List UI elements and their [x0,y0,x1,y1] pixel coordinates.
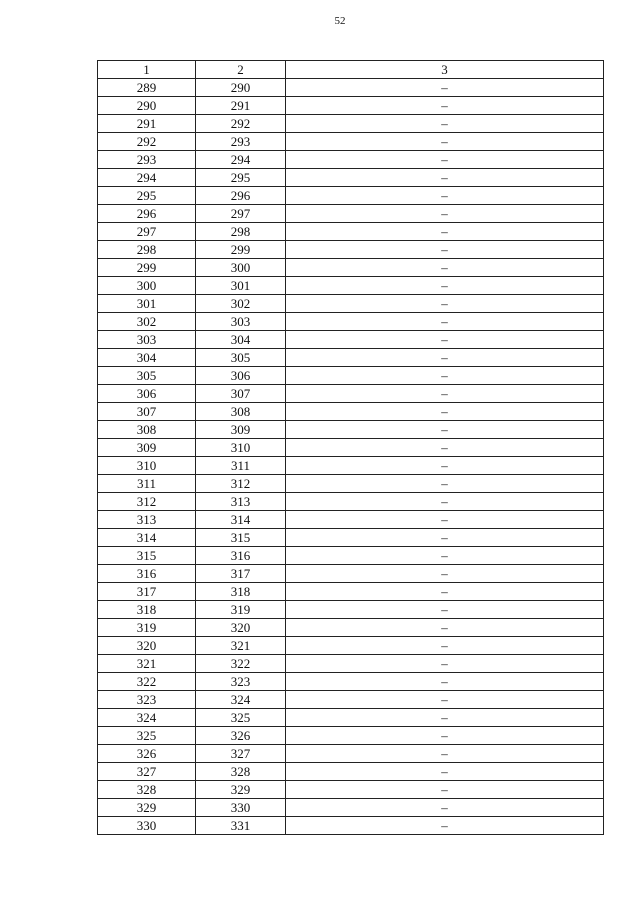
table-cell-col-3: – [286,619,604,637]
table-cell-col-1: 326 [98,745,196,763]
table-cell-col-2: 295 [196,169,286,187]
table-cell-col-2: 294 [196,151,286,169]
table-cell-col-3: – [286,169,604,187]
table-cell-col-3: – [286,601,604,619]
table-row [98,583,604,601]
table-row [98,151,604,169]
table-row [98,223,604,241]
table-cell-col-1: 327 [98,763,196,781]
table-cell-col-3: – [286,277,604,295]
table-cell-col-3: – [286,565,604,583]
table-row [98,709,604,727]
table-cell-col-3: – [286,313,604,331]
table-cell-col-2: 320 [196,619,286,637]
table-cell-col-2: 311 [196,457,286,475]
table-cell-col-1: 294 [98,169,196,187]
table-row [98,115,604,133]
table-cell-col-1: 322 [98,673,196,691]
table-cell-col-1: 323 [98,691,196,709]
table-cell-col-3: – [286,241,604,259]
table-cell-col-3: – [286,331,604,349]
table-cell-col-2: 314 [196,511,286,529]
table-cell-col-3: – [286,223,604,241]
table-cell-col-1: 312 [98,493,196,511]
table-cell-col-2: 315 [196,529,286,547]
table-cell-col-1: 316 [98,565,196,583]
table-cell-col-1: 290 [98,97,196,115]
table-row [98,313,604,331]
table-cell-col-1: 314 [98,529,196,547]
table-cell-col-3: – [286,637,604,655]
table-cell-col-1: 313 [98,511,196,529]
table-cell-col-1: 291 [98,115,196,133]
table-cell-col-2: 292 [196,115,286,133]
table-cell-col-1: 303 [98,331,196,349]
table-row [98,511,604,529]
table-cell-col-2: 301 [196,277,286,295]
table-cell-col-3: – [286,115,604,133]
table-cell-col-2: 304 [196,331,286,349]
table-cell-col-1: 295 [98,187,196,205]
table-cell-col-2: 326 [196,727,286,745]
table-cell-col-3: – [286,493,604,511]
table-cell-col-3: – [286,655,604,673]
table-cell-col-3: – [286,457,604,475]
table-row [98,97,604,115]
table-cell-col-1: 324 [98,709,196,727]
table-cell-col-3: – [286,259,604,277]
table-cell-col-1: 318 [98,601,196,619]
table-cell-col-2: 291 [196,97,286,115]
table-cell-col-3: – [286,781,604,799]
table-cell-col-3: – [286,295,604,313]
table-row [98,601,604,619]
column-header-1: 1 [98,61,196,79]
table-row [98,403,604,421]
table-body [98,79,604,835]
table-cell-col-3: – [286,97,604,115]
table-row [98,241,604,259]
table-cell-col-1: 289 [98,79,196,97]
table-row [98,673,604,691]
table-row [98,133,604,151]
table-cell-col-1: 307 [98,403,196,421]
table-cell-col-2: 316 [196,547,286,565]
table-cell-col-2: 297 [196,205,286,223]
table-cell-col-3: – [286,691,604,709]
table-cell-col-1: 330 [98,817,196,835]
table-cell-col-1: 302 [98,313,196,331]
table-cell-col-3: – [286,187,604,205]
table-cell-col-1: 320 [98,637,196,655]
table-cell-col-1: 299 [98,259,196,277]
table-cell-col-3: – [286,529,604,547]
table-cell-col-2: 305 [196,349,286,367]
table-cell-col-1: 301 [98,295,196,313]
table-cell-col-3: – [286,385,604,403]
data-table [97,60,604,835]
table-cell-col-2: 327 [196,745,286,763]
table-row [98,259,604,277]
table-cell-col-2: 290 [196,79,286,97]
table-cell-col-2: 312 [196,475,286,493]
table-cell-col-3: – [286,799,604,817]
table-row [98,799,604,817]
table-row [98,277,604,295]
table-cell-col-3: – [286,79,604,97]
table-cell-col-1: 298 [98,241,196,259]
table-cell-col-3: – [286,673,604,691]
table-cell-col-1: 306 [98,385,196,403]
table-cell-col-1: 293 [98,151,196,169]
column-header-2: 2 [196,61,286,79]
table-cell-col-1: 308 [98,421,196,439]
table-cell-col-2: 306 [196,367,286,385]
table-cell-col-3: – [286,475,604,493]
table-cell-col-2: 318 [196,583,286,601]
table-cell-col-2: 299 [196,241,286,259]
table-cell-col-3: – [286,151,604,169]
table-cell-col-2: 324 [196,691,286,709]
table-cell-col-3: – [286,349,604,367]
table-cell-col-3: – [286,817,604,835]
table-cell-col-2: 300 [196,259,286,277]
table-cell-col-1: 315 [98,547,196,565]
table-cell-col-1: 296 [98,205,196,223]
table-cell-col-2: 310 [196,439,286,457]
table-row [98,637,604,655]
table-cell-col-1: 304 [98,349,196,367]
table-row [98,565,604,583]
table-cell-col-2: 298 [196,223,286,241]
table-cell-col-2: 303 [196,313,286,331]
table-cell-col-1: 305 [98,367,196,385]
table-cell-col-1: 297 [98,223,196,241]
table-row [98,421,604,439]
table-row [98,295,604,313]
table-cell-col-2: 325 [196,709,286,727]
table-cell-col-2: 309 [196,421,286,439]
table-row [98,79,604,97]
table-row [98,205,604,223]
table-cell-col-3: – [286,439,604,457]
table-cell-col-2: 323 [196,673,286,691]
table-cell-col-3: – [286,763,604,781]
table-cell-col-2: 330 [196,799,286,817]
table-cell-col-2: 321 [196,637,286,655]
header-row [98,61,604,79]
table-cell-col-3: – [286,205,604,223]
table-cell-col-2: 319 [196,601,286,619]
table-row [98,475,604,493]
table-row [98,349,604,367]
table-row [98,763,604,781]
table-cell-col-1: 328 [98,781,196,799]
table-row [98,493,604,511]
table-cell-col-2: 329 [196,781,286,799]
table-cell-col-1: 325 [98,727,196,745]
table-cell-col-3: – [286,709,604,727]
table-row [98,367,604,385]
table-cell-col-1: 309 [98,439,196,457]
table-row [98,529,604,547]
table-cell-col-1: 311 [98,475,196,493]
table-cell-col-1: 321 [98,655,196,673]
table-row [98,385,604,403]
table-row [98,457,604,475]
table-row [98,727,604,745]
table-row [98,619,604,637]
table-row [98,331,604,349]
table-row [98,745,604,763]
table-cell-col-2: 328 [196,763,286,781]
table-cell-col-2: 296 [196,187,286,205]
table-cell-col-1: 310 [98,457,196,475]
table-cell-col-1: 319 [98,619,196,637]
table-row [98,547,604,565]
table-cell-col-1: 329 [98,799,196,817]
table-cell-col-3: – [286,421,604,439]
table-row [98,169,604,187]
table-cell-col-1: 300 [98,277,196,295]
table-cell-col-3: – [286,133,604,151]
table-cell-col-1: 317 [98,583,196,601]
table-row [98,691,604,709]
table-cell-col-3: – [286,367,604,385]
table-cell-col-1: 292 [98,133,196,151]
table-cell-col-3: – [286,403,604,421]
table-cell-col-2: 313 [196,493,286,511]
table-cell-col-2: 302 [196,295,286,313]
table-cell-col-2: 308 [196,403,286,421]
table-cell-col-3: – [286,511,604,529]
table-cell-col-2: 307 [196,385,286,403]
table-row [98,817,604,835]
table-cell-col-2: 322 [196,655,286,673]
table-cell-col-3: – [286,745,604,763]
table-cell-col-2: 317 [196,565,286,583]
table-cell-col-3: – [286,727,604,745]
table-cell-col-3: – [286,583,604,601]
table-row [98,187,604,205]
column-header-3: 3 [286,61,604,79]
table-row [98,781,604,799]
table-header [98,61,604,79]
table-cell-col-2: 331 [196,817,286,835]
table-row [98,439,604,457]
page-number: 52 [334,15,346,27]
table-cell-col-2: 293 [196,133,286,151]
table-row [98,655,604,673]
table-cell-col-3: – [286,547,604,565]
